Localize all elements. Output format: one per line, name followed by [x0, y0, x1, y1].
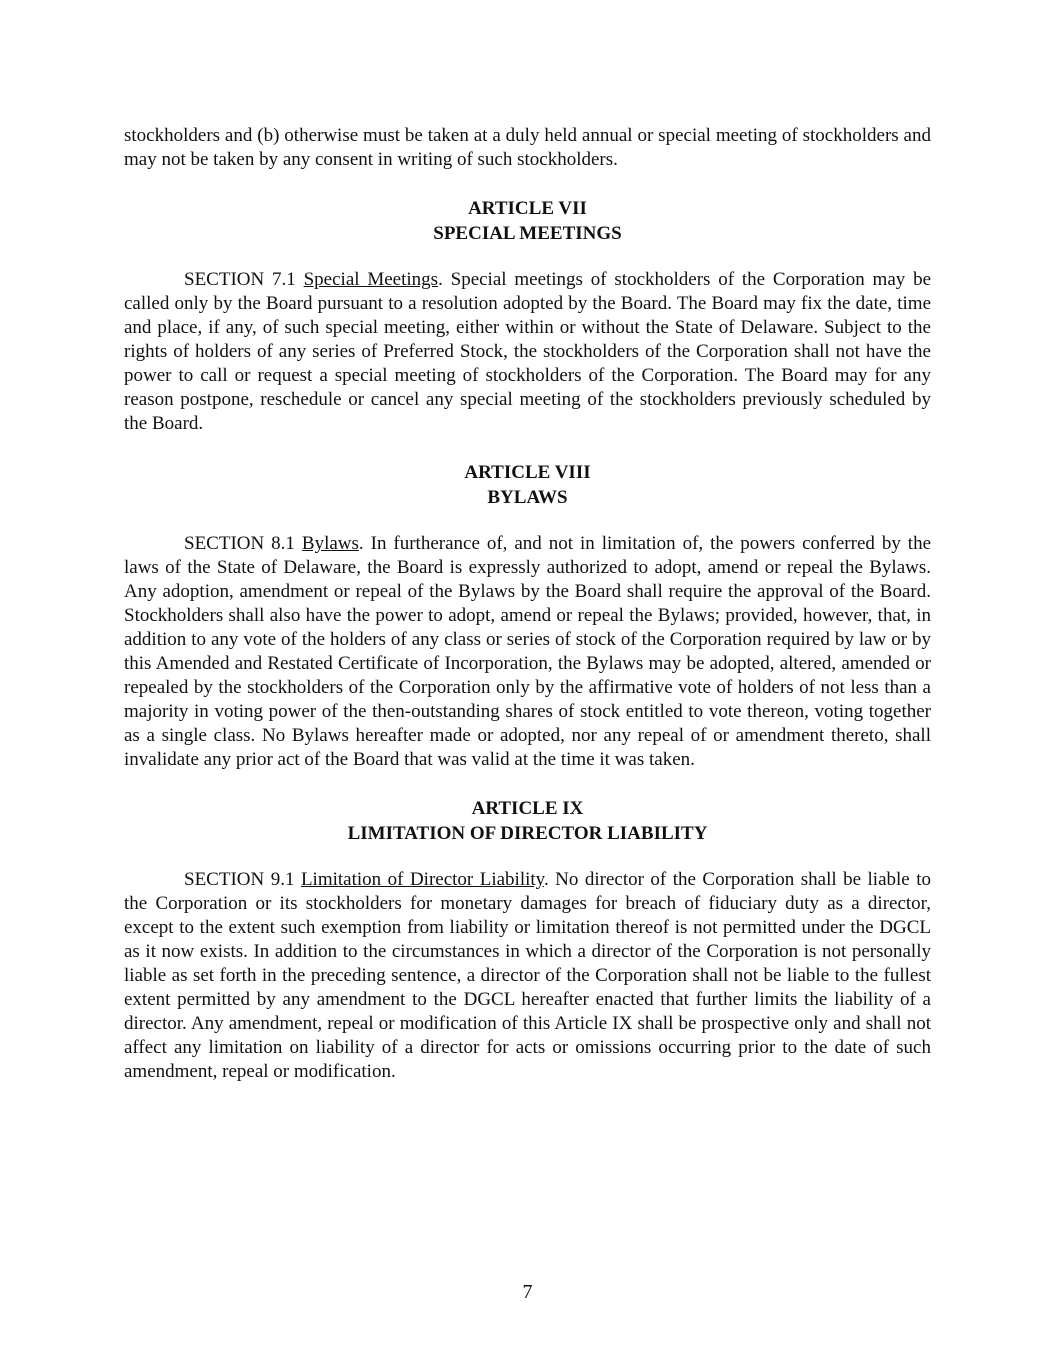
- section-8-1-number: SECTION 8.1: [184, 533, 295, 554]
- section-7-1-text: . Special meetings of stockholders of the Corporation may be called only by the Board pursuant to a resolution adopted by the Board. The Board may fix the date, time and place, if any, of such special meeting, either within or without the State of Delaware. Subject to the rights of holders of any series of Preferred Stock, the stockholders of the Corporation shall not have the power to call or request a special meeting of stockholders of the Corporation. The Board may for any reason postpone, reschedule or cancel any special meeting of the stockholders previously scheduled by the Board.: [124, 269, 932, 434]
- document-body: [124, 124, 931, 1084]
- section-8-1-paragraph: [124, 532, 931, 772]
- section-7-1-number: SECTION 7.1: [184, 269, 296, 290]
- article-vii: [124, 196, 931, 436]
- section-9-1-text: . No director of the Corporation shall be liable to the Corporation or its stockholders for monetary damages for breach of fiduciary duty as a director, except to the extent such exemption from liability or limitation thereof is not permitted under the DGCL as it now exists. In addition to the circumstances in which a director of the Corporation is not personally liable as set forth in the preceding sentence, a director of the Corporation shall not be liable to the fullest extent permitted by any amendment to the DGCL hereafter enacted that further limits the liability of a director. Any amendment, repeal or modification of this Article IX shall be prospective only and shall not affect any limitation on liability of a director for acts or omissions occurring prior to the date of such amendment, repeal or modification.: [124, 869, 931, 1082]
- article-viii-heading: ARTICLE VIII: [464, 462, 591, 483]
- section-9-1-paragraph: [124, 868, 931, 1084]
- section-8-1-text: . In furtherance of, and not in limitation of, the powers conferred by the laws of the State of Delaware, the Board is expressly authorized to adopt, amend or repeal the Bylaws. Any adoption, amendment or repeal of the Bylaws by the Board shall require the approval of the Board. Stockholders shall also have the power to adopt, amend or repeal the Bylaws; provided, however, that, in addition to any vote of the holders of any class or series of stock of the Corporation required by law or by this Amended and Restated Certificate of Incorporation, the Bylaws may be adopted, altered, amended or repealed by the stockholders of the Corporation only by the affirmative vote of holders of not less than a majority in voting power of the then-outstanding shares of stock entitled to vote thereon, voting together as a single class. No Bylaws hereafter made or adopted, nor any repeal of or amendment thereto, shall invalidate any prior act of the Board that was valid at the time it was taken.: [124, 533, 932, 770]
- section-9-1-title: Limitation of Director Liability: [300, 869, 544, 890]
- article-viii-subheading: BYLAWS: [487, 487, 568, 508]
- article-viii: [124, 460, 931, 772]
- article-ix-subheading: LIMITATION OF DIRECTOR LIABILITY: [347, 823, 708, 844]
- article-vii-heading: ARTICLE VII: [468, 198, 587, 219]
- section-7-1-paragraph: [124, 268, 931, 436]
- page-number: 7: [522, 1281, 533, 1303]
- section-7-1-title: Special Meetings: [303, 269, 439, 290]
- intro-paragraph: stockholders and (b) otherwise must be taken at a duly held annual or special meeting of stockholders and may not be taken by any consent in writing of such stockholders.: [124, 125, 931, 170]
- article-ix: [124, 796, 931, 1084]
- article-vii-subheading: SPECIAL MEETINGS: [433, 223, 622, 244]
- article-ix-heading: ARTICLE IX: [471, 798, 584, 819]
- section-8-1-title: Bylaws: [301, 533, 359, 554]
- section-9-1-number: SECTION 9.1: [184, 869, 295, 890]
